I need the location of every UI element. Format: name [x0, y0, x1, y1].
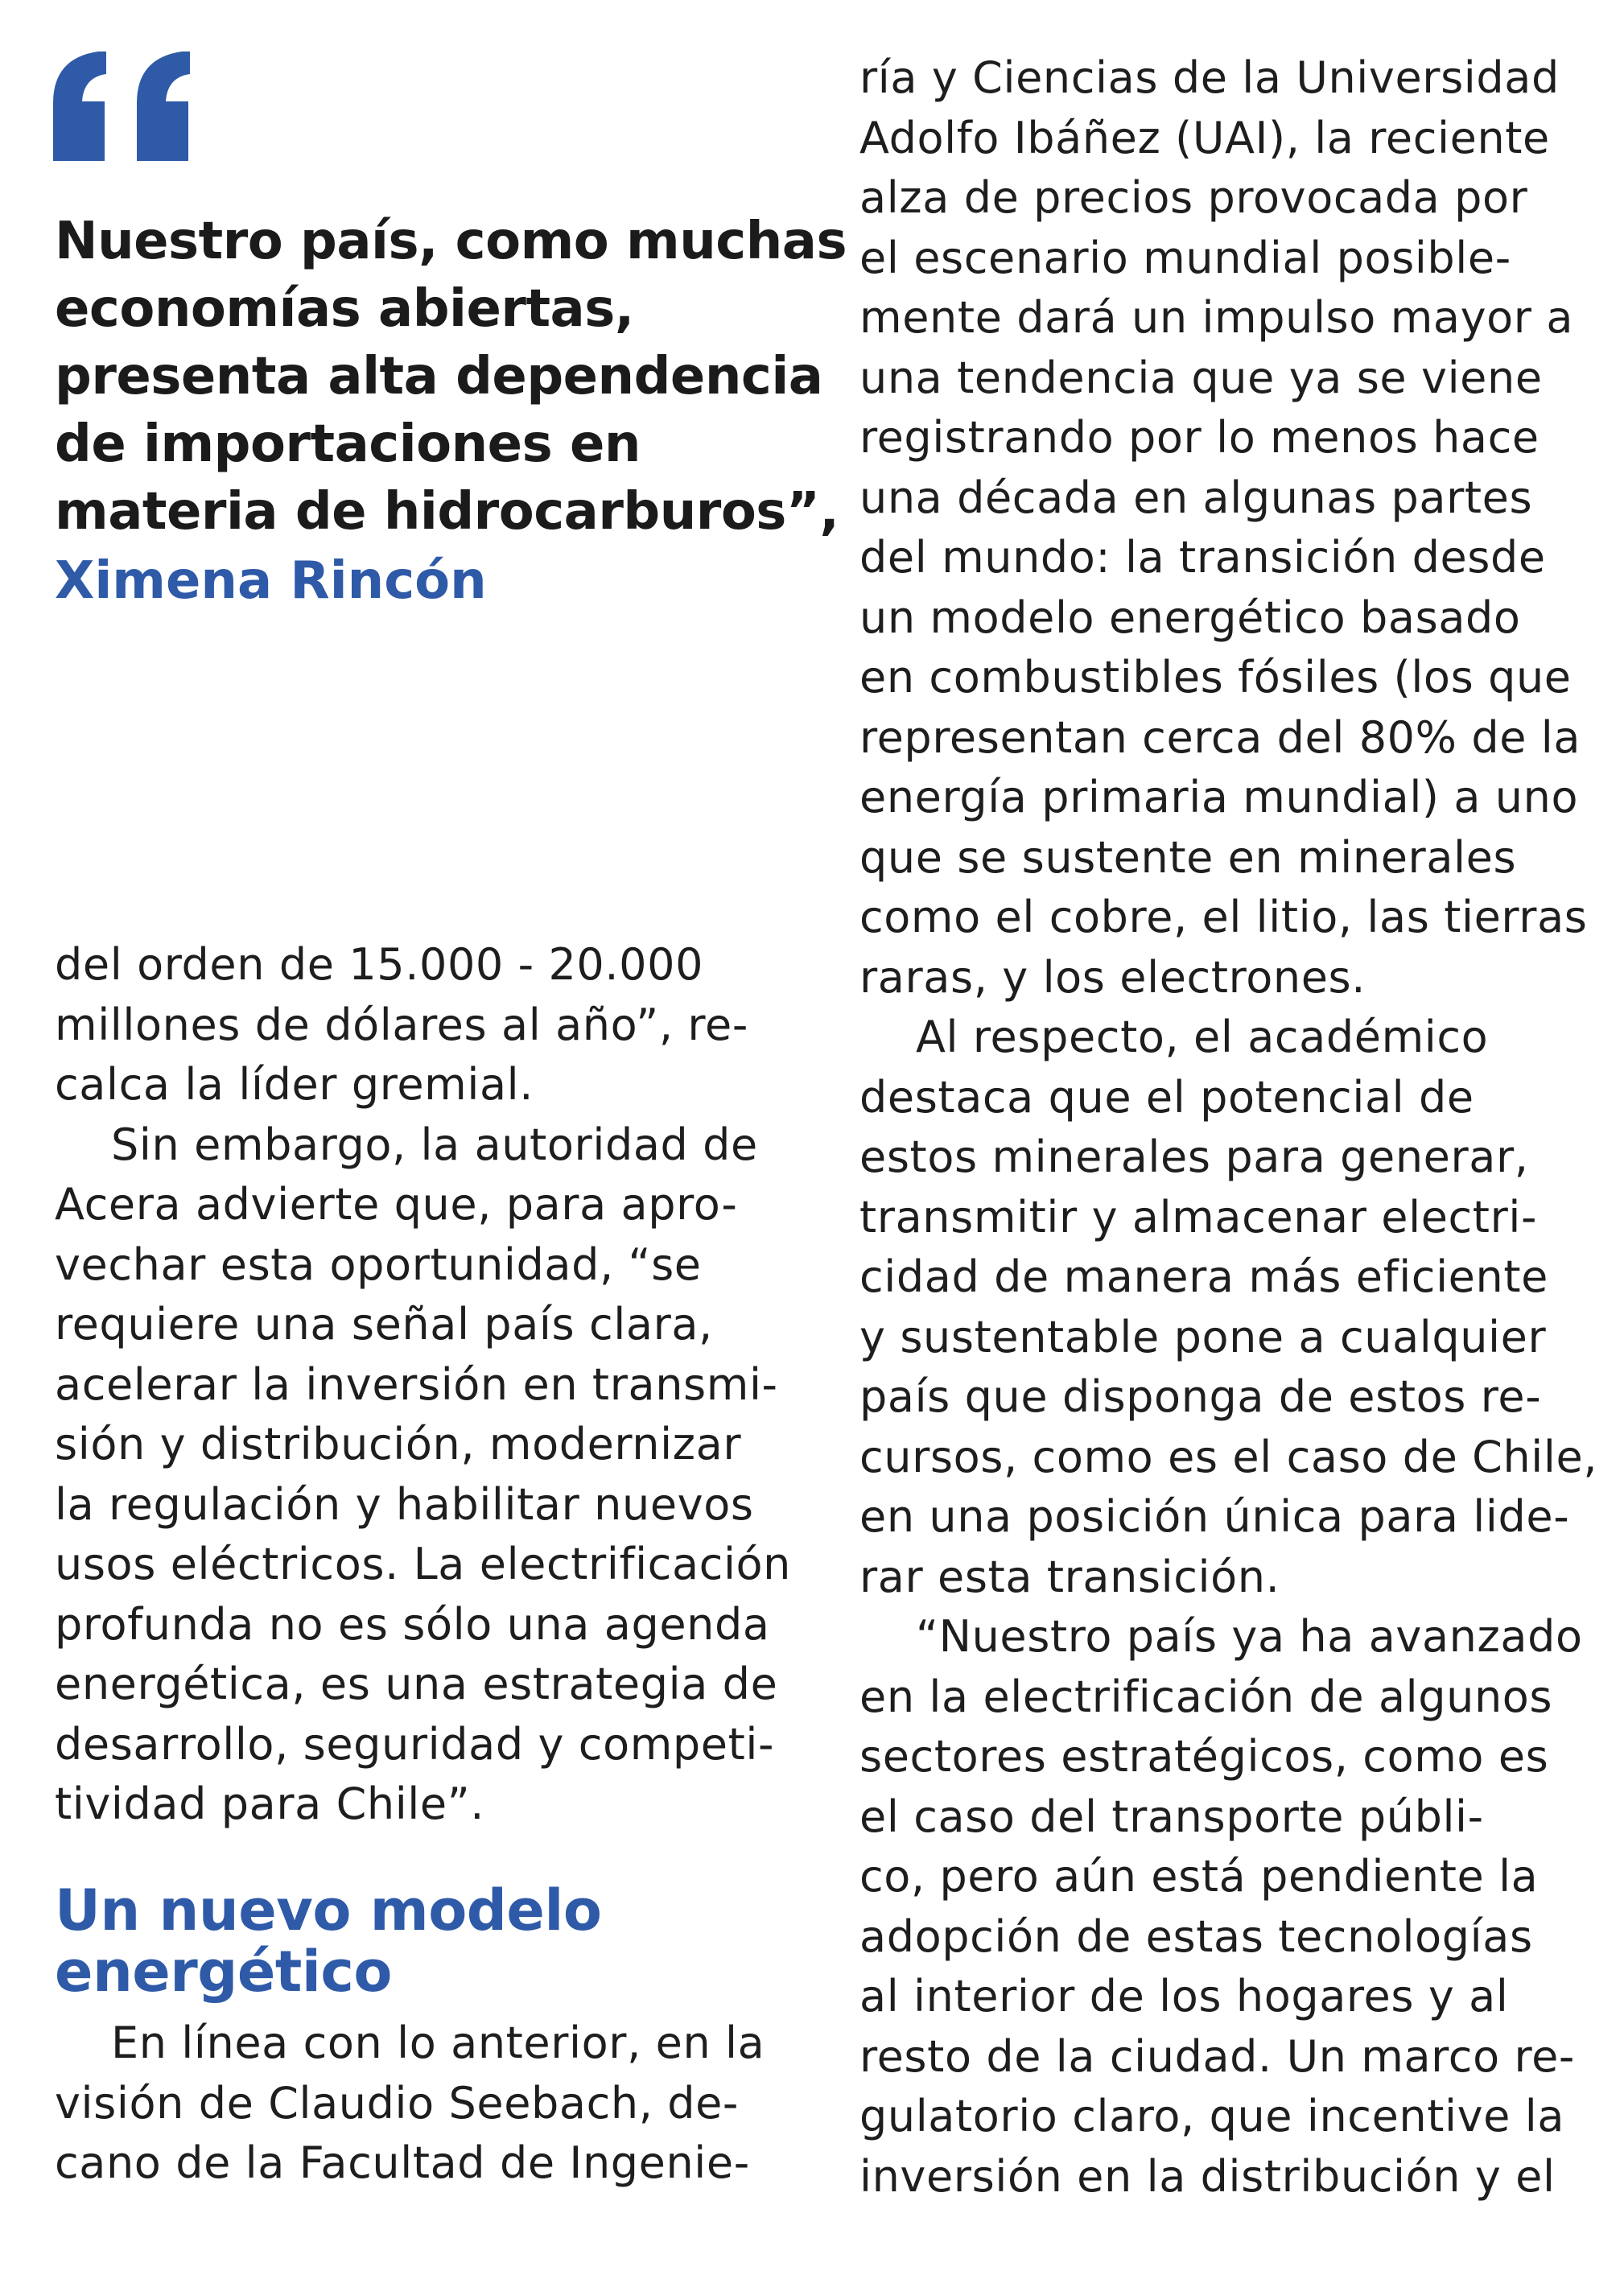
text-line: como el cobre, el litio, las tierras [859, 892, 1588, 942]
pull-quote-line: Nuestro país, como muchas [55, 212, 847, 271]
text-line: visión de Claudio Seebach, de- [55, 2077, 740, 2129]
text-line: país que disponga de estos re- [859, 1371, 1542, 1422]
text-line: en una posición única para lide- [859, 1491, 1570, 1542]
text-line: rar esta transición. [859, 1551, 1280, 1602]
text-line: usos eléctricos. La electrificación [55, 1539, 792, 1589]
text-line: Acera advierte que, para apro- [55, 1179, 738, 1230]
text-line: cano de la Facultad de Ingenie- [55, 2137, 750, 2188]
text-line: raras, y los electrones. [859, 951, 1366, 1003]
text-line: tividad para Chile”. [55, 1778, 485, 1829]
pull-quote-line: materia de hidrocarburos”, [55, 482, 839, 542]
text-line: millones de dólares al año”, re- [55, 999, 748, 1050]
text-line: calca la líder gremial. [55, 1059, 534, 1110]
pull-quote-line: presenta alta dependencia [55, 347, 823, 406]
text-line: cursos, como es el caso de Chile, [859, 1431, 1598, 1482]
text-line: requiere una señal país clara, [55, 1299, 713, 1350]
text-line: una tendencia que ya se viene [859, 352, 1543, 403]
pull-quote [55, 208, 847, 546]
text-line: destaca que el potencial de [859, 1071, 1474, 1123]
text-line: gulatorio claro, que incentive la [859, 2091, 1565, 2141]
pull-quote-line: economías abiertas, [55, 279, 634, 339]
text-line: del orden de 15.000 - 20.000 [55, 939, 704, 990]
text-line: inversión en la distribución y el [859, 2150, 1556, 2202]
text-line: al interior de los hogares y al [859, 1971, 1509, 2022]
text-line: representan cerca del 80% de la [859, 711, 1581, 763]
text-line: desarrollo, seguridad y competi- [55, 1718, 775, 1770]
pull-quote-author: Ximena Rincón [55, 551, 487, 611]
text-line: vechar esta oportunidad, “se [55, 1239, 702, 1290]
text-line: resto de la ciudad. Un marco re- [859, 2030, 1576, 2082]
text-line: en la electrificación de algunos [859, 1671, 1553, 1722]
text-line: y sustentable pone a cualquier [859, 1311, 1547, 1362]
text-line: energética, es una estrategia de [55, 1659, 778, 1709]
text-line: en combustibles fósiles (los que [859, 652, 1572, 703]
text-line: profunda no es sólo una agenda [55, 1598, 770, 1650]
text-line: el escenario mundial posible- [859, 232, 1511, 283]
text-line: Sin embargo, la autoridad de [111, 1119, 758, 1170]
text-line: acelerar la inversión en transmi- [55, 1358, 778, 1410]
section-heading-line: energético [55, 1939, 392, 2005]
left-column-text [55, 935, 811, 1835]
text-line: “Nuestro país ya ha avanzado [916, 1611, 1583, 1662]
text-line: cidad de manera más eficiente [859, 1251, 1548, 1302]
text-line: ría y Ciencias de la Universidad [859, 52, 1560, 103]
text-line: Adolfo Ibáñez (UAI), la reciente [859, 112, 1550, 163]
text-line: En línea con lo anterior, en la [111, 2018, 765, 2068]
pull-quote-line: de importaciones en [55, 414, 641, 474]
text-line: Al respecto, el académico [916, 1012, 1489, 1062]
text-line: adopción de estas tecnologías [859, 1910, 1533, 1962]
text-line: un modelo energético basado [859, 591, 1521, 643]
opening-quote-mark-icon [48, 47, 209, 175]
text-line: el caso del transporte públi- [859, 1791, 1484, 1842]
text-line: del mundo: la transición desde [859, 532, 1546, 583]
text-line: alza de precios provocada por [859, 172, 1528, 223]
text-line: energía primaria mundial) a uno [859, 772, 1579, 822]
text-line: transmitir y almacenar electri- [859, 1191, 1538, 1243]
right-column-text [859, 48, 1608, 2207]
text-line: estos minerales para generar, [859, 1131, 1529, 1182]
text-line: sectores estratégicos, como es [859, 1731, 1549, 1782]
text-line: sión y distribución, modernizar [55, 1419, 742, 1469]
text-line: que se sustente en minerales [859, 831, 1517, 883]
left-column-text-after-heading [55, 2013, 811, 2194]
section-heading-line: Un nuevo modelo [55, 1877, 602, 1943]
text-line: una década en algunas partes [859, 472, 1533, 523]
section-heading [55, 1877, 602, 2005]
text-line: co, pero aún está pendiente la [859, 1851, 1539, 1902]
text-line: la regulación y habilitar nuevos [55, 1478, 754, 1530]
text-line: registrando por lo menos hace [859, 412, 1540, 463]
text-line: mente dará un impulso mayor a [859, 292, 1574, 343]
